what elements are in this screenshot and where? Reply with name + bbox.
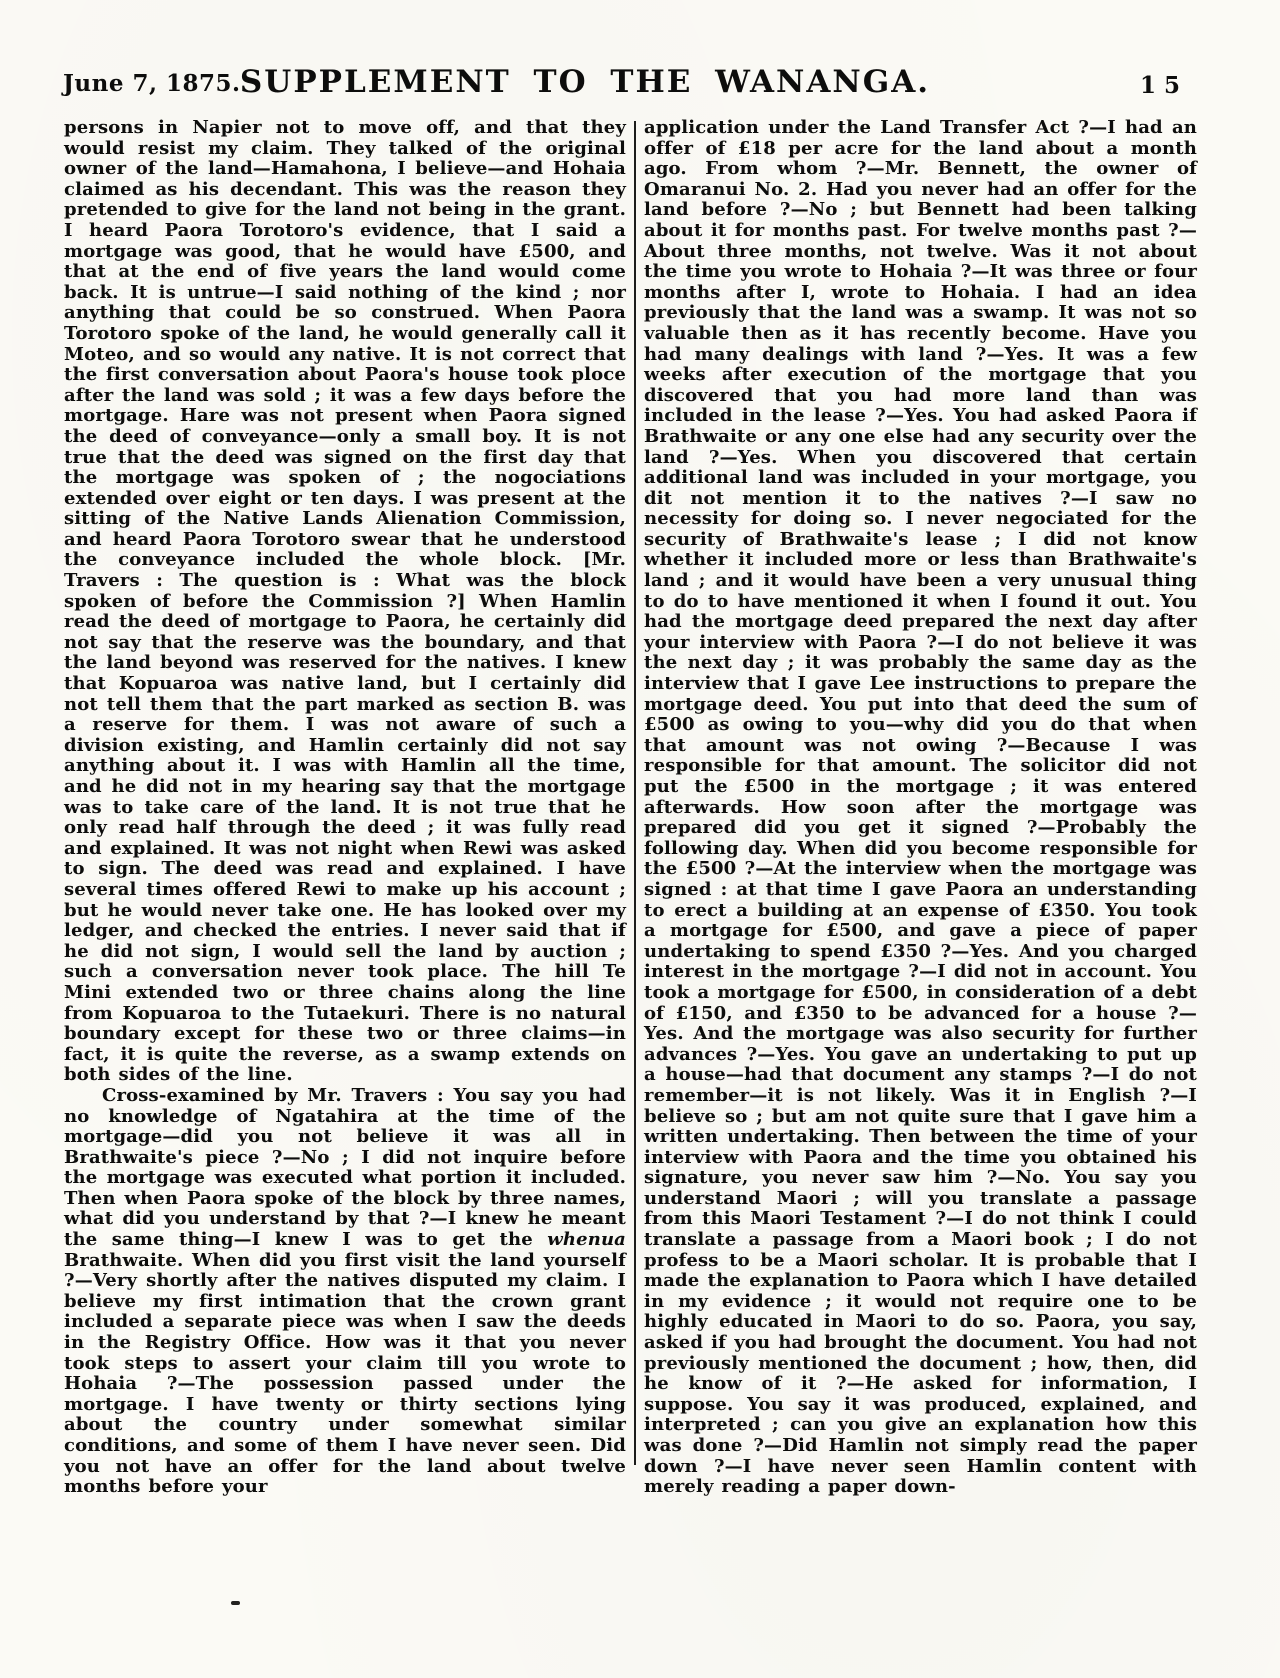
left-column — [64, 118, 626, 1498]
masthead-title: SUPPLEMENT TO THE WANANGA. — [239, 64, 931, 100]
testimony-paragraph: persons in Napier not to move off, and that they would resist my claim. They talked of the original owner of the land—Hamahona, I believe—and Hohaia claimed as his decendant. This was the reason they pretended to give for the land not being in the grant. I heard Paora Torotoro's evidence, that I said a mortgage was good, that he would have £500, and that at the end of five years the land would come back. It is untrue—I said nothing of the kind ; nor anything that could be so construed. When Paora Torotoro spoke of the land, he would generally call it Moteo, and so would any native. It is not correct that the first conversation about Paora's house took ploce after the land was sold ; it was a few days before the mortgage. Hare was not present when Paora signed the deed of conveyance—only a small boy. It is not true that the deed was signed on the first day that the mortgage was spoken of ; the nogociations extended over eight or ten days. I was present at the sitting of the Native Lands Alienation Commission, and heard Paora Torotoro swear that he understood the conveyance included the whole block. [Mr. Travers : The question is : What was the block spoken of before the Commission ?] When Hamlin read the deed of mortgage to Paora, he certainly did not say that the reserve was the boundary, and that the land beyond was reserved for the natives. I knew that Kopuaroa was native land, but I certainly did not tell them that the part marked as section B. was a reserve for them. I was not aware of such a division existing, and Hamlin certainly did not say anything about it. I was with Hamlin all the time, and he did not in my hearing say that the mortgage was to take care of the land. It is not true that he only read half through the deed ; it was fully read and explained. It was not night when Rewi was asked to sign. The deed was read and explained. I have several times offered Rewi to make up his account ; but he would never take one. He has looked over my ledger, and checked the entries. I never said that if he did not sign, I would sell the land by auction ; such a conversation never took place. The hill Te Mini extended two or three chains along the line from Kopuaroa to the Tutaekuri. There is no natural boundary except for these two or three claims—in fact, it is quite the reverse, as a swamp extends on both sides of the line. — [64, 117, 626, 1086]
issue-date: June 7, 1875. — [63, 70, 241, 97]
scan-speck — [231, 1601, 240, 1605]
cross-examination-continued-paragraph: application under the Land Transfer Act ?—I had an offer of £18 per acre for the land about a month ago. From whom ?—Mr. Bennett, the owner of Omaranui No. 2. Had you never had an offer for the land before ?—No ; but Bennett had been talking about it for months past. For twelve months past ?—About three months, not twelve. Was it not about the time you wrote to Hohaia ?—It was three or four months after I, wrote to Hohaia. I had an idea previously that the land was a swamp. It was not so valuable then as it has recently become. Have you had many dealings with land ?—Yes. It was a few weeks after execution of the mortgage that you discovered that you had more land than was included in the lease ?—Yes. You had asked Paora if Brathwaite or any one else had any security over the land ?—Yes. When you discovered that certain additional land was included in your mortgage, you dit not mention it to the natives ?—I saw no necessity for doing so. I never negociated for the security of Brathwaite's lease ; I did not know whether it included more or less than Brathwaite's land ; and it would have been a very unusual thing to do to have mentioned it when I found it out. You had the mortgage deed prepared the next day after your interview with Paora ?—I do not believe it was the next day ; it was probably the same day as the interview that I gave Lee instructions to prepare the mortgage deed. You put into that deed the sum of £500 as owing to you—why did you do that when that amount was not owing ?—Because I was responsible for that amount. The solicitor did not put the £500 in the mortgage ; it was entered afterwards. How soon after the mortgage was prepared did you get it signed ?—Probably the following day. When did you become responsible for the £500 ?—At the interview when the mortgage was signed : at that time I gave Paora an understanding to erect a building at an expense of £350. You took a mortgage for £500, and gave a piece of paper undertaking to spend £350 ?—Yes. And you charged interest in the mortgage ?—I did not in account. You took a mortgage for £500, in consideration of a debt of £150, and £350 to be advanced for a house ?—Yes. And the mortgage was also security for further advances ?—Yes. You gave an undertaking to put up a house—had that document any stamps ?—I do not remember—it is not likely. Was it in English ?—I believe so ; but am not quite sure that I gave him a written undertaking. Then between the time of your interview with Paora and the time you obtained his signature, you never saw him ?—No. You say you understand Maori ; will you translate a passage from this Maori Testament ?—I do not think I could translate a passage from a Maori book ; I do not profess to be a Maori scholar. It is probable that I made the explanation to Paora which I have detailed in my evidence ; it would not require one to be highly educated in Maori to do so. Paora, you say, asked if you had brought the document. You had not previously mentioned the document ; how, then, did he know of it ?—He asked for information, I suppose. You say it was produced, explained, and interpreted ; can you give an explanation how this was done ?—Did Hamlin not simply read the paper down ?—I have never seen Hamlin content with merely reading a paper down- — [644, 117, 1197, 1498]
column-divider-rule — [634, 121, 636, 1465]
page-number: 15 — [1139, 72, 1188, 99]
cross-examination-paragraph: Cross-examined by Mr. Travers : You say you had no knowledge of Ngatahira at the time of the mortgage—did you not believe it was all in Brathwaite's piece ?—No ; I did not inquire before the mortgage was executed what portion it included. Then when Paora spoke of the block by three names, what did you understand by that ?—I knew he meant the same thing—I knew I was to get the whenua Brathwaite. When did you first visit the land yourself ?—Very shortly after the natives disputed my claim. I believe my first intimation that the crown grant included a separate piece was when I saw the deeds in the Registry Office. How was it that you never took steps to assert your claim till you wrote to Hohaia ?—The possession passed under the mortgage. I have twenty or thirty sections lying about the country under somewhat similar conditions, and some of them I have never seen. Did you not have an offer for the land about twelve months before your — [64, 1084, 626, 1498]
right-column — [644, 118, 1197, 1498]
